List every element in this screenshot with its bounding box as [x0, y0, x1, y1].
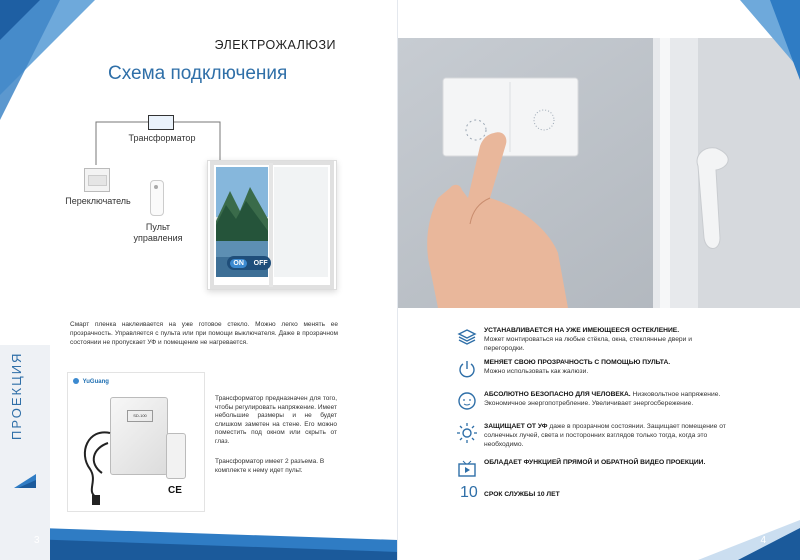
feature-title: АБСОЛЮТНО БЕЗОПАСНО ДЛЯ ЧЕЛОВЕКА. [484, 391, 631, 398]
brand-name: YuGuang [82, 379, 109, 385]
transformer-box [148, 115, 174, 130]
sun-icon [456, 422, 478, 444]
toggle-off: OFF [253, 259, 268, 267]
feature-title: СРОК СЛУЖБЫ 10 ЛЕТ [484, 491, 560, 498]
remote-small [166, 433, 186, 479]
transformer-label: Трансформатор [128, 133, 196, 143]
right-corner-decoration [730, 0, 800, 80]
feature-text: Может монтироваться на любые стёкла, окна, стеклянные двери и перегородки. [484, 336, 692, 352]
on-off-toggle [227, 256, 271, 270]
ten-icon: 10 [460, 484, 478, 501]
model-plate: SD-100 [127, 410, 153, 422]
page-number-right: 4 [760, 535, 766, 546]
transformer-description: Трансформатор предназначен для того, чтобы регулировать напряжение. Имеет небольшие размеры и не будет слишком заметен на стене. Его можно поместить под окном или скрыть от глаз. [215, 395, 337, 445]
layers-icon [456, 326, 478, 348]
feature-title: УСТАНАВЛИВАЕТСЯ НА УЖЕ ИМЕЮЩЕЕСЯ ОСТЕКЛЕНИЕ. [484, 327, 680, 334]
baby-icon [456, 390, 478, 412]
category-label: ЭЛЕКТРОЖАЛЮЗИ [214, 38, 336, 52]
window-illustration [207, 160, 337, 290]
feature-text: Низковольтное напряжение. Экономичное энергопотребление. Увеличивает энергосбережение. [484, 391, 721, 407]
projector-icon [456, 458, 478, 480]
switch-label: Переключатель [65, 196, 131, 206]
feature-title: ЗАЩИЩАЕТ ОТ УФ [484, 423, 548, 430]
switch-device [84, 168, 110, 192]
feature-title: МЕНЯЕТ СВОЮ ПРОЗРАЧНОСТЬ С ПОМОЩЬЮ ПУЛЬТА. [484, 359, 671, 366]
left-page [0, 0, 398, 560]
right-bottom-band [398, 510, 800, 560]
page-number-left: 3 [34, 535, 40, 546]
remote-label: Пульт управления [133, 222, 183, 243]
toggle-on: ON [230, 259, 247, 268]
transformer-product-photo [68, 373, 204, 511]
connection-diagram [60, 100, 380, 310]
feature-text: даже в прозрачном состоянии. Защищает помещение от солнечных лучей, света и посторонних взглядов только тогда, когда это необходимо. [484, 423, 726, 448]
side-label: ПРОЕКЦИЯ [9, 351, 24, 440]
window-scene [208, 161, 336, 289]
remote-device [150, 180, 164, 216]
right-page [398, 0, 800, 560]
transformer-connectors: Трансформатор имеет 2 разъема. В комплекте к нему идет пульт. [215, 458, 325, 474]
power-icon [456, 358, 478, 380]
intro-paragraph: Смарт пленка наклеивается на уже готовое стекло. Можно легко менять ее прозрачность. Управляется с пульта или при помощи выключателя. Даже в прозрачном состоянии не пропускает УФ и помещение не нагревается. [70, 321, 338, 346]
feature-title: ОБЛАДАЕТ ФУНКЦИЕЙ ПРЯМОЙ И ОБРАТНОЙ ВИДЕО ПРОЕКЦИИ. [484, 459, 706, 466]
certification-marks: CE [168, 485, 182, 496]
page-title: Схема подключения [108, 63, 288, 84]
logo-mark-icon [14, 470, 36, 488]
feature-text: Можно использовать как жалюзи. [484, 368, 589, 375]
side-strip [0, 345, 50, 560]
